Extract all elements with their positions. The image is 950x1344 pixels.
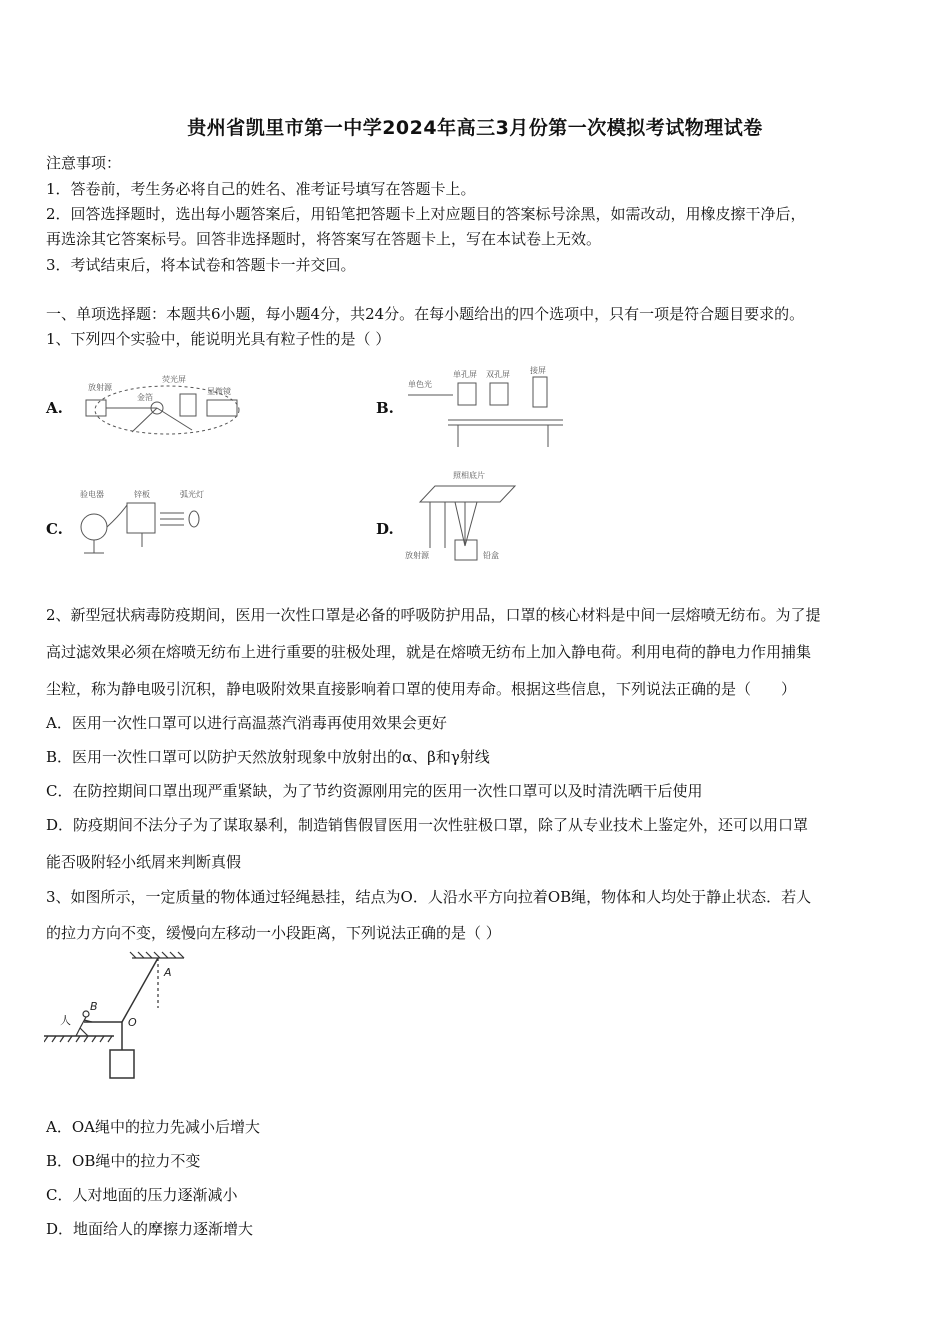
- notice-item-2b: 再选涂其它答案标号。回答非选择题时，将答案写在答题卡上，写在本试卷上无效。: [46, 230, 602, 248]
- q2-option-a: A．医用一次性口罩可以进行高温蒸汽消毒再使用效果会更好: [46, 714, 447, 732]
- figure-alpha-scattering: [82, 372, 252, 442]
- fig-c-label-zinc: 锌板: [134, 490, 150, 499]
- section-heading: 一、单项选择题：本题共6小题，每小题4分，共24分。在每小题给出的四个选项中，只有一项是符合题目要求的。: [46, 305, 805, 323]
- q2-option-d-2: 能否吸附轻小纸屑来判断真假: [46, 853, 242, 871]
- q2-option-b: B．医用一次性口罩可以防护天然放射现象中放射出的α、β和γ射线: [46, 748, 490, 766]
- q3-figure: [44, 950, 194, 1085]
- q2-stem-2: 高过滤效果必须在熔喷无纺布上进行重要的驻极处理，就是在熔喷无纺布上加入静电荷。利用电荷的静电力作用捕集: [46, 643, 812, 661]
- q3-fig-label-b: B: [90, 1000, 98, 1013]
- fig-b-label-double: 双孔屏: [486, 370, 510, 379]
- fig-b-label-single: 单孔屏: [453, 370, 477, 379]
- fig-c-label-lamp: 弧光灯: [180, 490, 204, 499]
- q3-fig-label-o: O: [128, 1016, 137, 1029]
- q2-stem-1: 2、新型冠状病毒防疫期间，医用一次性口罩是必备的呼吸防护用品，口罩的核心材料是中间一层熔喷无纺布。为了提: [46, 606, 821, 624]
- fig-b-label-light: 单色光: [408, 380, 432, 389]
- fig-a-label-screen: 荧光屏: [162, 375, 186, 384]
- q3-stem-1: 3、如图所示，一定质量的物体通过轻绳悬挂，结点为O．人沿水平方向拉着OB绳，物体和人均处于静止状态．若人: [46, 888, 812, 906]
- notice-heading: 注意事项：: [46, 154, 122, 172]
- fig-d-label-lead-box: 铅盒: [483, 551, 499, 560]
- q1-option-b-label: B.: [376, 399, 394, 417]
- fig-c-label-electroscope: 验电器: [80, 490, 104, 499]
- q3-option-a: A．OA绳中的拉力先减小后增大: [46, 1118, 260, 1136]
- q3-stem-2: 的拉力方向不变，缓慢向左移动一小段距离，下列说法正确的是（ ）: [46, 924, 501, 942]
- q1-option-d-label: D.: [376, 520, 394, 538]
- figure-double-slit: [408, 365, 568, 450]
- fig-a-label-source: 放射源: [88, 383, 112, 392]
- q2-stem-3: 尘粒，称为静电吸引沉积，静电吸附效果直接影响着口罩的使用寿命。根据这些信息，下列说法正确的是（ ）: [46, 680, 797, 698]
- fig-a-label-microscope: 显微镜: [207, 387, 231, 396]
- fig-d-label-film: 照相底片: [453, 471, 485, 480]
- fig-d-label-source: 放射源: [405, 551, 429, 560]
- page-title: 贵州省凯里市第一中学2024年高三3月份第一次模拟考试物理试卷: [187, 117, 763, 139]
- q2-option-d-1: D．防疫期间不法分子为了谋取暴利，制造销售假冒医用一次性驻极口罩，除了从专业技术上鉴定外，还可以用口罩: [46, 816, 809, 834]
- q3-fig-label-a: A: [164, 966, 172, 979]
- notice-item-1: 1．答卷前，考生务必将自己的姓名、准考证号填写在答题卡上。: [46, 180, 476, 198]
- notice-item-3: 3．考试结束后，将本试卷和答题卡一并交回。: [46, 256, 356, 274]
- fig-a-label-foil: 金箔: [137, 393, 153, 402]
- q3-fig-label-person: 人: [60, 1014, 71, 1027]
- q1-stem: 1、下列四个实验中，能说明光具有粒子性的是（ ）: [46, 330, 391, 348]
- q2-option-c: C．在防控期间口罩出现严重紧缺，为了节约资源刚用完的医用一次性口罩可以及时清洗晒干后使用: [46, 782, 703, 800]
- q3-option-c: C．人对地面的压力逐渐减小: [46, 1186, 238, 1204]
- notice-item-2a: 2．回答选择题时，选出每小题答案后，用铅笔把答题卡上对应题目的答案标号涂黑，如需改动，用橡皮擦干净后，: [46, 205, 806, 223]
- q3-option-b: B．OB绳中的拉力不变: [46, 1152, 201, 1170]
- figure-radiation: [405, 468, 530, 566]
- q3-option-d: D．地面给人的摩擦力逐渐增大: [46, 1220, 254, 1238]
- fig-b-label-screen: 接屏: [530, 366, 546, 375]
- q1-option-a-label: A.: [46, 399, 63, 417]
- figure-photoelectric: [72, 485, 222, 560]
- q1-option-c-label: C.: [46, 520, 63, 538]
